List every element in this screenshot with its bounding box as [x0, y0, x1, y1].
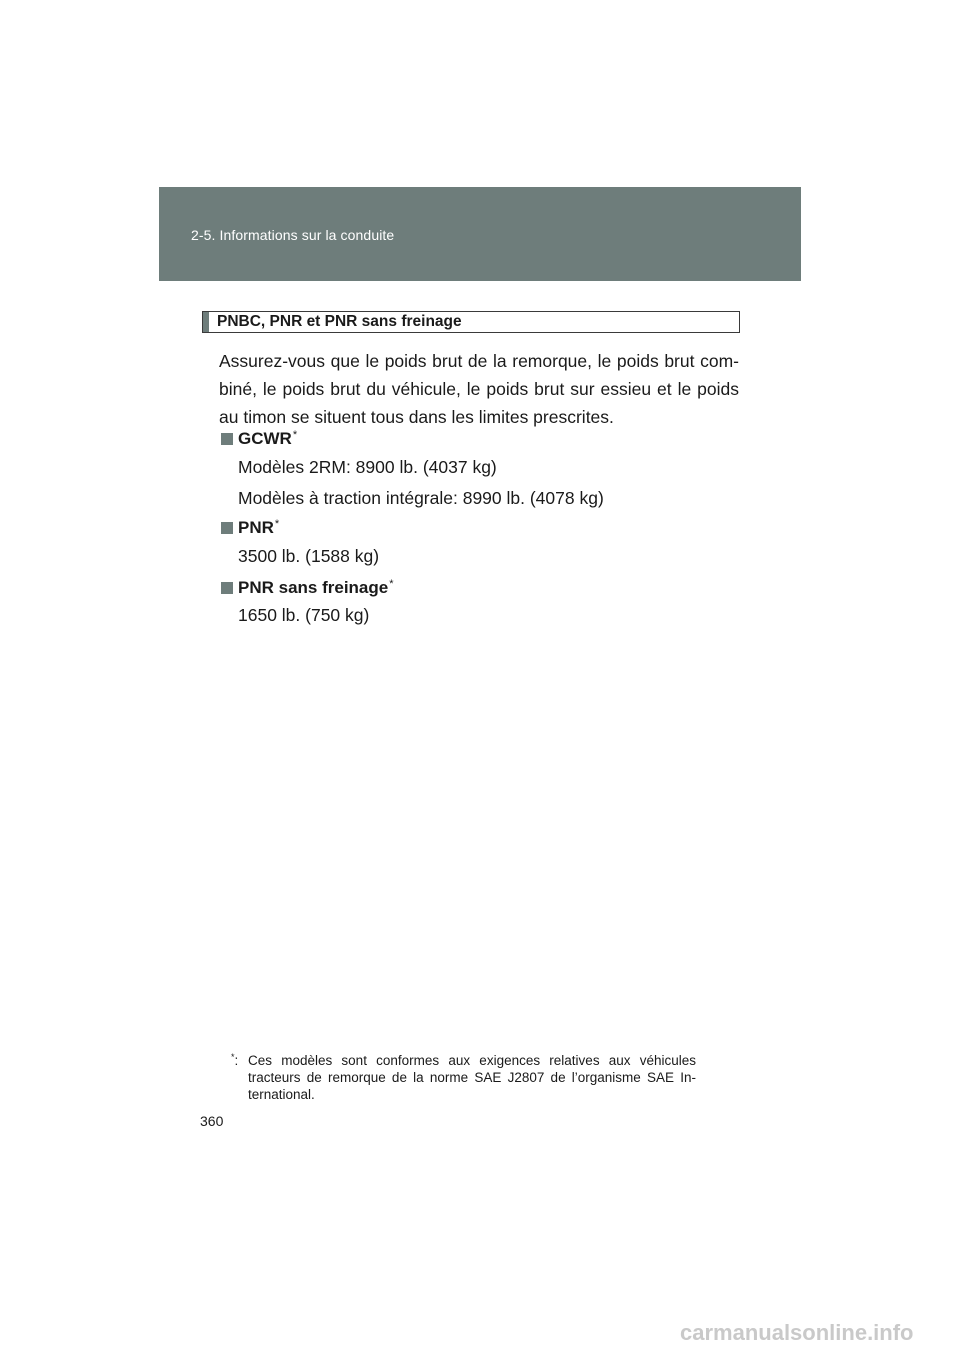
item-label: PNR [238, 518, 274, 537]
square-bullet-icon [221, 582, 233, 594]
item-label: GCWR [238, 429, 292, 448]
asterisk-marker: * [292, 429, 298, 441]
section-title: 2-5. Informations sur la conduite [191, 227, 395, 243]
item-value: 1650 lb. (750 kg) [238, 605, 370, 625]
item-value: 3500 lb. (1588 kg) [238, 546, 380, 566]
asterisk-marker: * [389, 578, 394, 590]
square-bullet-icon [221, 433, 233, 445]
item-value: Modèles à traction intégrale: 8990 lb. (4078 kg) [238, 488, 604, 508]
square-bullet-icon [221, 522, 233, 534]
footnote-text: Ces modèles sont conformes aux exigences relatives aux véhicules tracteurs de remorque de la norme SAE J2807 de l’organisme SAE In-ternational. [248, 1053, 696, 1102]
page-number: 360 [200, 1113, 224, 1129]
subheading-box [202, 311, 740, 333]
item-label: PNR sans freinage [238, 578, 389, 597]
footnote-marker [230, 1052, 248, 1103]
watermark-logo: carmanualsonline.info [680, 1320, 914, 1345]
footnote-separator: : [234, 1053, 239, 1068]
item-value: Modèles 2RM: 8900 lb. (4037 kg) [238, 457, 497, 477]
item-heading-pnr-sans-freinage [221, 577, 394, 599]
asterisk-marker: * [274, 518, 280, 530]
intro-paragraph: Assurez-vous que le poids brut de la remorque, le poids brut com-biné, le poids brut du véhicule, le poids brut sur essieu et le poids au timon se situent tous dans les limites prescrites. [219, 351, 739, 427]
item-heading-pnr [221, 517, 279, 539]
footnote [230, 1052, 696, 1103]
chapter-header-band [159, 187, 801, 281]
asterisk-marker: * [231, 1052, 235, 1062]
subheading-title: PNBC, PNR et PNR sans freinage [217, 313, 462, 330]
item-heading-gcwr [221, 428, 297, 450]
